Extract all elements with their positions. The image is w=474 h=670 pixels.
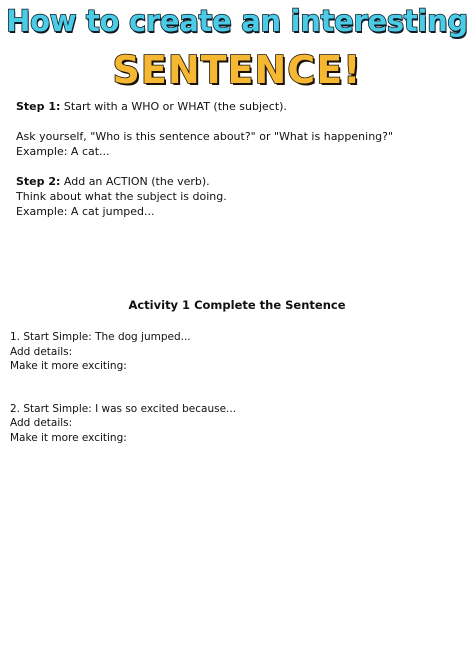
step-1-label: Step 1:	[16, 100, 61, 113]
activity-item-start: 1. Start Simple: The dog jumped...	[10, 331, 191, 343]
step-1-text: Start with a WHO or WHAT (the subject).	[60, 100, 287, 113]
step-2	[16, 174, 456, 189]
ask-yourself-text: Ask yourself, "Who is this sentence about?" or "What is happening?"	[16, 130, 394, 143]
activity-item-exciting: Make it more exciting:	[10, 360, 127, 372]
activity-item-exciting: Make it more exciting:	[10, 431, 127, 444]
worksheet-title-sentence: SENTENCE!	[112, 48, 362, 92]
activity-title: Activity 1 Complete the Sentence	[128, 298, 346, 312]
step-2-text: Add an ACTION (the verb).	[60, 175, 210, 188]
activity-item-details: Add details:	[10, 345, 73, 358]
activity-item-details: Add details:	[10, 417, 73, 429]
activity-item-start: 2. Start Simple: I was so excited because...	[10, 402, 237, 415]
example-1: Example: A cat...	[16, 145, 110, 158]
step-2-label: Step 2:	[16, 175, 61, 188]
steps-section	[16, 99, 456, 219]
activity-section	[10, 330, 460, 445]
worksheet-title: How to create an interesting	[6, 4, 468, 38]
example-2: Example: A cat jumped...	[16, 205, 155, 218]
think-about-text: Think about what the subject is doing.	[16, 190, 227, 203]
step-1	[16, 99, 456, 114]
